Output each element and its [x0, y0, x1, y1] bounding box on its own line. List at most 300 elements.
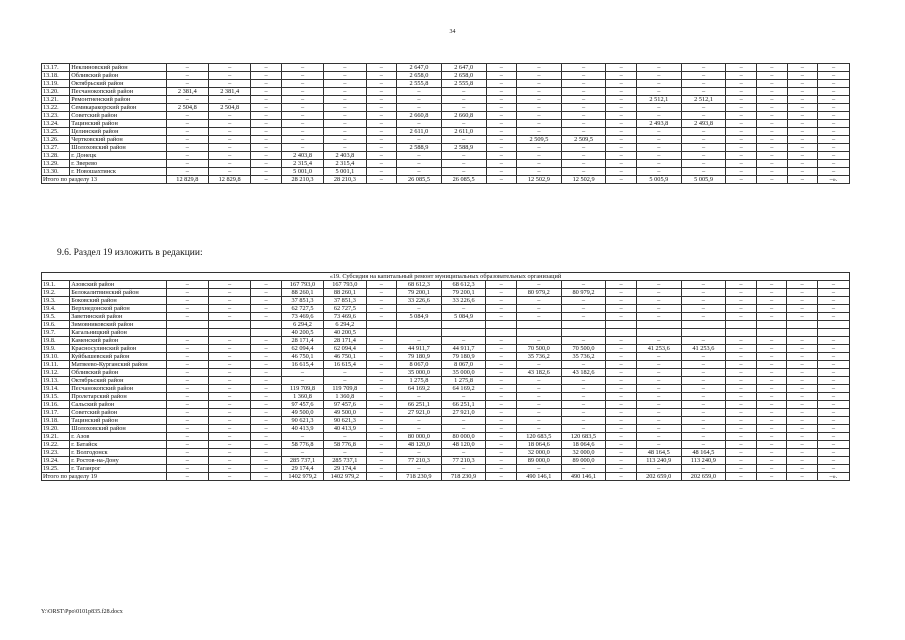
value-cell — [366, 329, 397, 337]
total-value: 26 085,5 — [441, 176, 486, 184]
value-cell: – — [787, 393, 818, 401]
table-row — [42, 465, 850, 473]
table-row — [42, 289, 850, 297]
value-cell: – — [726, 401, 757, 409]
value-cell: – — [486, 385, 517, 393]
value-cell: – — [441, 160, 486, 168]
value-cell: – — [208, 369, 250, 377]
row-number: 19.13. — [42, 377, 70, 385]
value-cell: 62 727,5 — [281, 305, 323, 313]
value-cell: – — [486, 401, 517, 409]
value-cell: 66 251,1 — [397, 401, 442, 409]
table-row — [42, 160, 850, 168]
municipality-name: г. Ростов-на-Дону — [70, 457, 166, 465]
value-cell: 80 000,0 — [441, 433, 486, 441]
value-cell: 113 240,9 — [636, 457, 681, 465]
value-cell: – — [606, 353, 637, 361]
value-cell: 68 612,3 — [441, 281, 486, 289]
value-cell: – — [681, 433, 726, 441]
table-row — [42, 457, 850, 465]
value-cell: – — [366, 409, 397, 417]
value-cell: – — [166, 441, 208, 449]
value-cell: – — [637, 104, 682, 112]
value-cell — [681, 321, 726, 329]
value-cell: 62 727,5 — [324, 305, 366, 313]
table-row — [42, 369, 850, 377]
row-number: 19.22. — [42, 441, 70, 449]
value-cell: – — [486, 128, 517, 136]
value-cell: – — [517, 80, 562, 88]
value-cell: 2 493,8 — [681, 120, 726, 128]
value-cell: – — [366, 160, 397, 168]
total-row — [42, 176, 850, 184]
value-cell: – — [756, 345, 787, 353]
total-value: – — [606, 176, 637, 184]
value-cell: – — [726, 144, 757, 152]
value-cell: – — [281, 104, 323, 112]
value-cell: – — [818, 72, 850, 80]
value-cell: – — [324, 128, 366, 136]
value-cell: – — [787, 80, 818, 88]
value-cell: – — [726, 441, 757, 449]
value-cell: – — [561, 72, 606, 80]
value-cell: – — [366, 144, 397, 152]
value-cell: – — [366, 441, 397, 449]
value-cell: – — [636, 377, 681, 385]
value-cell: – — [486, 425, 517, 433]
table-row — [42, 393, 850, 401]
value-cell: 89 000,0 — [516, 457, 561, 465]
value-cell: – — [516, 425, 561, 433]
value-cell: 62 094,4 — [281, 345, 323, 353]
value-cell: 27 921,0 — [397, 409, 442, 417]
value-cell: – — [281, 136, 323, 144]
total-value: 12 829,8 — [208, 176, 250, 184]
value-cell: – — [681, 369, 726, 377]
table-row — [42, 64, 850, 72]
value-cell: – — [681, 128, 726, 136]
value-cell: 6 294,2 — [281, 321, 323, 329]
value-cell: – — [516, 377, 561, 385]
value-cell: – — [681, 425, 726, 433]
value-cell: – — [208, 385, 250, 393]
value-cell: – — [756, 80, 787, 88]
table-row — [42, 144, 850, 152]
value-cell: – — [561, 361, 606, 369]
value-cell: – — [208, 353, 250, 361]
value-cell: – — [726, 152, 757, 160]
value-cell: – — [787, 425, 818, 433]
value-cell: – — [681, 160, 726, 168]
value-cell: – — [441, 120, 486, 128]
row-number: 13.30. — [42, 168, 70, 176]
value-cell: – — [251, 417, 282, 425]
value-cell: 16 615,4 — [281, 361, 323, 369]
table-row — [42, 152, 850, 160]
value-cell: – — [324, 80, 366, 88]
value-cell: – — [681, 72, 726, 80]
value-cell: – — [516, 361, 561, 369]
value-cell: – — [681, 401, 726, 409]
value-cell: – — [166, 72, 208, 80]
total-value: 5 005,9 — [681, 176, 726, 184]
value-cell: 40 413,9 — [324, 425, 366, 433]
value-cell: 64 169,2 — [397, 385, 442, 393]
value-cell: – — [726, 465, 757, 473]
value-cell: – — [636, 393, 681, 401]
table-row — [42, 385, 850, 393]
value-cell: – — [208, 80, 250, 88]
value-cell: – — [251, 313, 282, 321]
value-cell: – — [516, 281, 561, 289]
value-cell: 68 612,3 — [397, 281, 442, 289]
value-cell: – — [486, 96, 517, 104]
value-cell: 2 611,0 — [441, 128, 486, 136]
value-cell: 1 360,8 — [324, 393, 366, 401]
value-cell: – — [606, 136, 637, 144]
value-cell: – — [606, 393, 637, 401]
value-cell: – — [756, 128, 787, 136]
value-cell: – — [726, 104, 757, 112]
value-cell: – — [441, 152, 486, 160]
value-cell: – — [366, 289, 397, 297]
value-cell: – — [517, 96, 562, 104]
municipality-name: Верхнедонской район — [70, 305, 166, 313]
value-cell: – — [817, 377, 849, 385]
value-cell: – — [516, 385, 561, 393]
value-cell: – — [681, 152, 726, 160]
value-cell: – — [681, 297, 726, 305]
value-cell: – — [756, 297, 787, 305]
value-cell: – — [561, 337, 606, 345]
total-value: – — [787, 176, 818, 184]
row-number: 19.12. — [42, 369, 70, 377]
value-cell: 167 793,0 — [281, 281, 323, 289]
value-cell: – — [756, 112, 787, 120]
value-cell: 49 500,0 — [324, 409, 366, 417]
row-number: 13.18. — [42, 72, 70, 80]
value-cell: – — [486, 313, 517, 321]
value-cell: – — [166, 401, 208, 409]
value-cell: – — [681, 417, 726, 425]
value-cell: – — [366, 385, 397, 393]
municipality-name: Советский район — [70, 409, 166, 417]
value-cell: – — [251, 136, 282, 144]
value-cell: – — [366, 369, 397, 377]
value-cell: – — [637, 64, 682, 72]
value-cell: – — [818, 120, 850, 128]
value-cell: – — [281, 72, 323, 80]
value-cell: – — [166, 425, 208, 433]
table-row — [42, 337, 850, 345]
row-number: 19.10. — [42, 353, 70, 361]
value-cell: – — [324, 104, 366, 112]
value-cell: – — [681, 313, 726, 321]
value-cell: – — [637, 112, 682, 120]
value-cell: – — [366, 152, 397, 160]
value-cell: 2 504,8 — [166, 104, 208, 112]
value-cell: – — [817, 297, 849, 305]
value-cell: – — [208, 112, 250, 120]
municipality-name: Боковский район — [70, 297, 166, 305]
municipality-name: Белокалитвинский район — [70, 289, 166, 297]
value-cell: – — [787, 281, 818, 289]
value-cell: – — [486, 160, 517, 168]
value-cell: – — [366, 433, 397, 441]
value-cell — [636, 321, 681, 329]
value-cell: – — [681, 281, 726, 289]
total-value: – — [251, 473, 282, 481]
value-cell: – — [726, 393, 757, 401]
value-cell — [397, 321, 442, 329]
table-row — [42, 353, 850, 361]
value-cell: – — [787, 136, 818, 144]
value-cell: 1 360,8 — [281, 393, 323, 401]
value-cell: – — [726, 96, 757, 104]
value-cell: – — [756, 393, 787, 401]
municipality-name: Шолоховский район — [70, 144, 166, 152]
value-cell: – — [166, 465, 208, 473]
value-cell: – — [726, 128, 757, 136]
table-row — [42, 168, 850, 176]
table-row — [42, 72, 850, 80]
value-cell: – — [486, 64, 517, 72]
value-cell: – — [366, 393, 397, 401]
row-number: 19.21. — [42, 433, 70, 441]
value-cell: – — [366, 449, 397, 457]
value-cell: – — [818, 160, 850, 168]
value-cell: – — [756, 136, 787, 144]
row-number: 13.28. — [42, 152, 70, 160]
value-cell — [561, 321, 606, 329]
value-cell: 40 413,9 — [281, 425, 323, 433]
value-cell: – — [606, 417, 637, 425]
value-cell: – — [726, 377, 757, 385]
value-cell: 2 403,8 — [324, 152, 366, 160]
value-cell: – — [486, 377, 517, 385]
value-cell: – — [166, 313, 208, 321]
value-cell: – — [726, 337, 757, 345]
municipality-name: Азовский район — [70, 281, 166, 289]
value-cell — [397, 329, 442, 337]
value-cell — [441, 321, 486, 329]
value-cell: – — [517, 112, 562, 120]
value-cell: – — [517, 168, 562, 176]
value-cell: 120 683,5 — [516, 433, 561, 441]
row-number: 19.4. — [42, 305, 70, 313]
value-cell: – — [366, 64, 397, 72]
value-cell: – — [606, 385, 637, 393]
value-cell: – — [486, 393, 517, 401]
value-cell: – — [397, 136, 442, 144]
value-cell: 88 260,1 — [324, 289, 366, 297]
municipality-name: Неклиновский район — [70, 64, 166, 72]
value-cell: – — [561, 112, 606, 120]
value-cell: – — [606, 72, 637, 80]
value-cell: – — [441, 136, 486, 144]
value-cell: 2 660,8 — [397, 112, 442, 120]
value-cell: – — [817, 289, 849, 297]
value-cell: – — [787, 112, 818, 120]
value-cell: – — [561, 96, 606, 104]
value-cell — [251, 321, 282, 329]
municipality-name: Матвеево-Курганский район — [70, 361, 166, 369]
value-cell: – — [166, 64, 208, 72]
total-value: – — [208, 473, 250, 481]
value-cell — [516, 321, 561, 329]
value-cell: 29 174,4 — [281, 465, 323, 473]
value-cell: – — [756, 144, 787, 152]
value-cell: – — [681, 88, 726, 96]
row-number: 19.7. — [42, 329, 70, 337]
value-cell: – — [324, 96, 366, 104]
value-cell: – — [756, 385, 787, 393]
value-cell: 44 911,7 — [397, 345, 442, 353]
value-cell: – — [681, 305, 726, 313]
value-cell: – — [606, 88, 637, 96]
value-cell: – — [606, 457, 637, 465]
value-cell — [787, 329, 818, 337]
value-cell: – — [251, 457, 282, 465]
value-cell: – — [636, 281, 681, 289]
value-cell: – — [517, 120, 562, 128]
value-cell: – — [561, 401, 606, 409]
value-cell: – — [787, 337, 818, 345]
value-cell: 44 911,7 — [441, 345, 486, 353]
value-cell: – — [606, 104, 637, 112]
municipality-name: Тацинский район — [70, 417, 166, 425]
value-cell: 77 210,3 — [397, 457, 442, 465]
value-cell: – — [208, 393, 250, 401]
value-cell: – — [208, 64, 250, 72]
value-cell: 8 067,0 — [441, 361, 486, 369]
value-cell: – — [366, 72, 397, 80]
value-cell: 90 621,3 — [324, 417, 366, 425]
municipality-name: Песчанокопский район — [70, 88, 166, 96]
value-cell: – — [817, 449, 849, 457]
value-cell: – — [166, 377, 208, 385]
value-cell: – — [817, 313, 849, 321]
table-row — [42, 377, 850, 385]
municipality-name: Каменский район — [70, 337, 166, 345]
municipality-name: Заветинский район — [70, 313, 166, 321]
row-number: 19.2. — [42, 289, 70, 297]
total-value: 12 829,8 — [166, 176, 208, 184]
value-cell: – — [324, 377, 366, 385]
municipality-name: Песчанокопский район — [70, 385, 166, 393]
value-cell: – — [251, 64, 282, 72]
value-cell: 41 253,6 — [681, 345, 726, 353]
value-cell: – — [606, 160, 637, 168]
value-cell: 28 171,4 — [281, 337, 323, 345]
value-cell: – — [787, 144, 818, 152]
value-cell: 35 000,0 — [441, 369, 486, 377]
value-cell: – — [208, 401, 250, 409]
municipality-name: г. Новошахтинск — [70, 168, 166, 176]
value-cell: – — [817, 457, 849, 465]
value-cell: – — [486, 305, 517, 313]
value-cell: – — [756, 168, 787, 176]
row-number: 13.20. — [42, 88, 70, 96]
municipality-name: Красносулинский район — [70, 345, 166, 353]
value-cell: – — [366, 313, 397, 321]
value-cell: – — [561, 120, 606, 128]
value-cell: – — [208, 168, 250, 176]
value-cell: – — [681, 168, 726, 176]
value-cell: 16 615,4 — [324, 361, 366, 369]
value-cell: – — [251, 80, 282, 88]
value-cell: – — [281, 449, 323, 457]
municipality-name: Обливский район — [70, 72, 166, 80]
municipality-name: г. Донецк — [70, 152, 166, 160]
value-cell: – — [441, 393, 486, 401]
table-row — [42, 88, 850, 96]
value-cell: 33 226,6 — [397, 297, 442, 305]
value-cell: – — [251, 465, 282, 473]
value-cell: – — [817, 337, 849, 345]
value-cell: – — [787, 369, 818, 377]
value-cell: 120 683,5 — [561, 433, 606, 441]
value-cell: 40 200,5 — [281, 329, 323, 337]
value-cell: – — [366, 345, 397, 353]
value-cell: – — [486, 409, 517, 417]
municipality-name: Пролетарский район — [70, 393, 166, 401]
value-cell: – — [606, 305, 637, 313]
total-value: – — [787, 473, 818, 481]
value-cell: – — [606, 369, 637, 377]
total-value: 1402 979,2 — [281, 473, 323, 481]
table-row — [42, 425, 850, 433]
municipality-name: г. Азов — [70, 433, 166, 441]
value-cell: – — [756, 425, 787, 433]
row-number: 13.25. — [42, 128, 70, 136]
value-cell: – — [208, 128, 250, 136]
total-value: 5 005,9 — [637, 176, 682, 184]
total-value: – — [756, 473, 787, 481]
table-row — [42, 409, 850, 417]
table-row — [42, 449, 850, 457]
value-cell: – — [281, 88, 323, 96]
value-cell: – — [606, 128, 637, 136]
value-cell: – — [251, 160, 282, 168]
value-cell: – — [637, 152, 682, 160]
value-cell: – — [441, 449, 486, 457]
value-cell: – — [756, 433, 787, 441]
value-cell: – — [817, 369, 849, 377]
value-cell: 5 084,9 — [397, 313, 442, 321]
value-cell: – — [818, 88, 850, 96]
value-cell: – — [166, 417, 208, 425]
value-cell: – — [756, 417, 787, 425]
value-cell: 35 736,2 — [516, 353, 561, 361]
value-cell — [606, 329, 637, 337]
value-cell: – — [251, 345, 282, 353]
row-number: 19.5. — [42, 313, 70, 321]
value-cell: – — [561, 393, 606, 401]
municipality-name: Сальский район — [70, 401, 166, 409]
value-cell: 48 120,0 — [441, 441, 486, 449]
total-label: Итого по разделу 19 — [42, 473, 167, 481]
total-value: – — [366, 176, 397, 184]
row-number: 19.24. — [42, 457, 70, 465]
value-cell: 2 660,8 — [441, 112, 486, 120]
value-cell: – — [486, 465, 517, 473]
value-cell: – — [787, 152, 818, 160]
value-cell: – — [366, 417, 397, 425]
row-number: 13.23. — [42, 112, 70, 120]
value-cell — [726, 321, 757, 329]
table-row — [42, 104, 850, 112]
